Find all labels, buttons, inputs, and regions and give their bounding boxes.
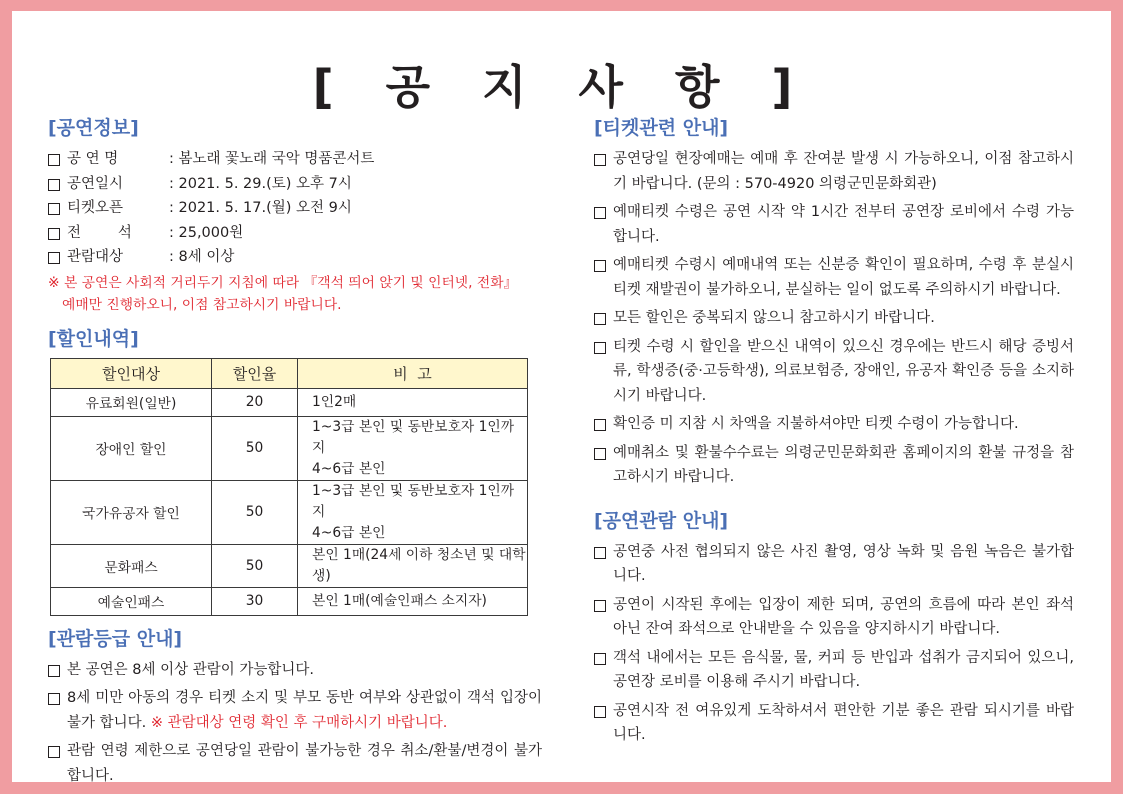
memo-cell bbox=[298, 416, 528, 480]
info-label: 티켓오픈 bbox=[67, 200, 124, 216]
list-item bbox=[594, 253, 1074, 302]
memo-cell bbox=[298, 544, 528, 587]
item-text: 관람 연령 제한으로 공연당일 관람이 불가능한 경우 취소/환불/변경이 불가합니다. bbox=[67, 743, 542, 784]
info-value: : 2021. 5. 29.(토) 오후 7시 bbox=[169, 175, 352, 192]
table-row bbox=[51, 480, 528, 544]
target-cell: 문화패스 bbox=[51, 544, 212, 587]
info-label: 전 석 bbox=[67, 224, 132, 241]
list-item bbox=[48, 686, 542, 735]
item-text: 공연중 사전 협의되지 않은 사진 촬영, 영상 녹화 및 음원 녹음은 불가합니다. bbox=[613, 543, 1074, 584]
column-header: 할인율 bbox=[212, 358, 298, 388]
list-item bbox=[594, 540, 1074, 589]
checkbox-square-icon bbox=[594, 313, 606, 325]
list-item bbox=[594, 147, 1074, 196]
checkbox-square-icon bbox=[48, 665, 60, 677]
notice-line: 예매만 진행하오니, 이점 참고하시기 바랍니다. bbox=[62, 296, 342, 313]
checkbox-square-icon bbox=[594, 653, 606, 665]
checkbox-square-icon bbox=[594, 342, 606, 354]
info-row bbox=[48, 221, 542, 246]
checkbox-square-icon bbox=[48, 228, 60, 240]
item-text: 예매취소 및 환불수수료는 의령군민문화회관 홈페이지의 환불 규정을 참고하시기 바랍니다. bbox=[613, 444, 1074, 485]
right-column bbox=[594, 115, 1074, 752]
rate-cell: 30 bbox=[212, 587, 298, 615]
table-row bbox=[51, 388, 528, 416]
distancing-notice bbox=[48, 272, 542, 316]
info-value: : 2021. 5. 17.(월) 오전 9시 bbox=[169, 200, 352, 216]
memo-line: 4~6급 본인 bbox=[312, 460, 386, 477]
list-item bbox=[594, 200, 1074, 249]
list-item bbox=[48, 739, 542, 788]
list-item bbox=[594, 441, 1074, 490]
section-heading: [티켓관련 안내] bbox=[594, 117, 729, 139]
info-row bbox=[48, 196, 542, 221]
list-item bbox=[594, 306, 1074, 331]
item-text: 공연시작 전 여유있게 도착하셔서 편안한 기분 좋은 관람 되시기를 바랍니다. bbox=[613, 702, 1074, 743]
checkbox-square-icon bbox=[594, 154, 606, 166]
section-heading: [할인내역] bbox=[48, 327, 139, 350]
info-value: : 8세 이상 bbox=[169, 249, 235, 265]
notice-page bbox=[12, 11, 1111, 782]
info-label: 관람대상 bbox=[67, 249, 124, 265]
target-cell: 예술인패스 bbox=[51, 587, 212, 615]
table-row bbox=[51, 416, 528, 480]
checkbox-square-icon bbox=[594, 547, 606, 559]
rate-cell: 50 bbox=[212, 480, 298, 544]
item-text bbox=[67, 686, 542, 735]
checkbox-square-icon bbox=[594, 448, 606, 460]
memo-cell bbox=[298, 388, 528, 416]
item-text: 모든 할인은 중복되지 않으니 참고하시기 바랍니다. bbox=[613, 310, 935, 326]
rate-cell: 20 bbox=[212, 388, 298, 416]
table-row bbox=[51, 544, 528, 587]
target-cell: 국가유공자 할인 bbox=[51, 480, 212, 544]
checkbox-square-icon bbox=[594, 419, 606, 431]
rate-cell: 50 bbox=[212, 416, 298, 480]
item-text: 티켓 수령 시 할인을 받으신 내역이 있으신 경우에는 반드시 해당 증빙서류, 학생증(중·고등학생), 의료보험증, 장애인, 유공자 확인증 등을 소지하시기 바랍니다. bbox=[613, 338, 1074, 404]
notice-line: ※ 본 공연은 사회적 거리두기 지침에 따라 『객석 띄어 앉기 및 인터넷, 전화』 bbox=[48, 274, 518, 291]
checkbox-square-icon bbox=[594, 207, 606, 219]
info-value: : 25,000원 bbox=[169, 224, 244, 241]
info-value: : 봄노래 꽃노래 국악 명품콘서트 bbox=[169, 151, 375, 167]
performance-info-section bbox=[48, 115, 542, 316]
list-item bbox=[594, 593, 1074, 642]
item-text: 공연이 시작된 후에는 입장이 제한 되며, 공연의 흐름에 따라 본인 좌석 아닌 잔여 좌석으로 안내받을 수 있음을 양지하시기 바랍니다. bbox=[613, 596, 1074, 637]
item-text: 확인증 미 지참 시 차액을 지불하셔야만 티켓 수령이 가능합니다. bbox=[613, 416, 1019, 432]
age-warning-text: ※ 관람대상 연령 확인 후 구매하시기 바랍니다. bbox=[150, 714, 448, 731]
checkbox-square-icon bbox=[594, 260, 606, 272]
section-heading: [공연정보] bbox=[48, 117, 139, 139]
memo-line: 1인2매 bbox=[312, 393, 357, 410]
checkbox-square-icon bbox=[48, 203, 60, 215]
info-label: 공 연 명 bbox=[67, 151, 119, 167]
info-label: 공연일시 bbox=[67, 175, 124, 192]
memo-cell bbox=[298, 480, 528, 544]
info-row bbox=[48, 245, 542, 270]
age-rating-section bbox=[48, 626, 542, 789]
table-header-row bbox=[51, 358, 528, 388]
section-heading: [공연관람 안내] bbox=[594, 509, 729, 532]
list-item bbox=[594, 646, 1074, 695]
list-item bbox=[594, 699, 1074, 748]
memo-line: 본인 1매(24세 이하 청소년 및 대학생) bbox=[312, 546, 526, 584]
column-header: 비 고 bbox=[298, 358, 528, 388]
ticket-info-section bbox=[594, 115, 1074, 490]
item-text: 본 공연은 8세 이상 관람이 가능합니다. bbox=[67, 661, 314, 678]
item-text: 예매티켓 수령시 예매내역 또는 신분증 확인이 필요하며, 수령 후 분실시 티켓 재발권이 불가하오니, 분실하는 일이 없도록 주의하시기 바랍니다. bbox=[613, 257, 1074, 298]
checkbox-square-icon bbox=[594, 600, 606, 612]
rate-cell: 50 bbox=[212, 544, 298, 587]
target-cell: 유료회원(일반) bbox=[51, 388, 212, 416]
checkbox-square-icon bbox=[48, 154, 60, 166]
info-row bbox=[48, 147, 542, 172]
checkbox-square-icon bbox=[48, 746, 60, 758]
list-item bbox=[48, 658, 542, 683]
checkbox-square-icon bbox=[594, 706, 606, 718]
memo-line: 본인 1매(예술인패스 소지자) bbox=[312, 592, 487, 609]
item-main-text: 8세 미만 아동의 경우 티켓 소지 및 부모 동반 여부와 상관없이 객석 입장이 불가 합니다. bbox=[67, 690, 542, 731]
checkbox-square-icon bbox=[48, 252, 60, 264]
checkbox-square-icon bbox=[48, 693, 60, 705]
item-text: 객석 내에서는 모든 음식물, 물, 커피 등 반입과 섭취가 금지되어 있으니, 공연장 로비를 이용해 주시기 바랍니다. bbox=[613, 649, 1074, 690]
section-heading: [관람등급 안내] bbox=[48, 627, 183, 650]
memo-line: 4~6급 본인 bbox=[312, 524, 386, 541]
discount-section bbox=[48, 326, 542, 616]
table-row bbox=[51, 587, 528, 615]
list-item bbox=[594, 335, 1074, 409]
checkbox-square-icon bbox=[48, 179, 60, 191]
memo-line: 1~3급 본인 및 동반보호자 1인까지 bbox=[312, 482, 515, 520]
column-header: 할인대상 bbox=[51, 358, 212, 388]
page-title: [ 공 지 사 항 ] bbox=[312, 60, 811, 114]
target-cell: 장애인 할인 bbox=[51, 416, 212, 480]
memo-cell bbox=[298, 587, 528, 615]
list-item bbox=[594, 412, 1074, 437]
item-text: 공연당일 현장예매는 예매 후 잔여분 발생 시 가능하오니, 이점 참고하시기 바랍니다. (문의 : 570-4920 의령군민문화회관) bbox=[613, 151, 1074, 192]
memo-line: 1~3급 본인 및 동반보호자 1인까지 bbox=[312, 418, 515, 456]
item-text: 예매티켓 수령은 공연 시작 약 1시간 전부터 공연장 로비에서 수령 가능합니다. bbox=[613, 204, 1074, 245]
viewing-info-section bbox=[594, 508, 1074, 748]
info-row bbox=[48, 172, 542, 197]
discount-table bbox=[50, 358, 528, 616]
left-column bbox=[48, 115, 542, 792]
